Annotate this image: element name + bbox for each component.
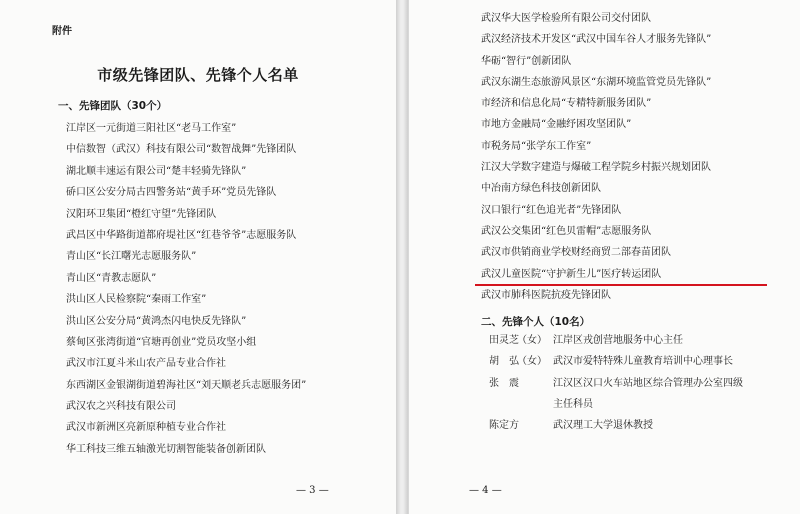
page-number: — 4 — bbox=[469, 485, 502, 496]
list-item: 武汉经济技术开发区“武汉中国车谷人才服务先锋队” bbox=[481, 34, 712, 46]
list-item: 中信数智（武汉）科技有限公司“数智战舞”先锋团队 bbox=[66, 144, 297, 156]
team-list-right bbox=[481, 8, 711, 306]
list-item: 华工科技三维五轴激光切割智能装备创新团队 bbox=[66, 443, 266, 455]
list-item: 武汉儿童医院“守护新生儿”医疗转运团队 bbox=[481, 268, 662, 280]
list-item: 洪山区人民检察院“秦雨工作室” bbox=[66, 294, 207, 306]
page-4 bbox=[408, 0, 800, 514]
person-gender: （女） bbox=[517, 335, 547, 346]
list-item: 华砺“智行”创新团队 bbox=[481, 55, 572, 67]
list-item: 汉阳环卫集团“橙红守望”先锋团队 bbox=[66, 208, 217, 220]
annex-label: 附件 bbox=[52, 26, 72, 37]
list-item: 蔡甸区张湾街道“官塘再创业”党员攻坚小组 bbox=[66, 336, 257, 348]
list-item: 汉口银行“红色追光者”先锋团队 bbox=[481, 204, 622, 216]
list-item: 湖北顺丰速运有限公司“楚丰轻骑先锋队” bbox=[66, 165, 247, 177]
person-name: 胡 弘 bbox=[489, 356, 519, 368]
list-item: 武汉市江夏斗米山农产品专业合作社 bbox=[66, 358, 226, 370]
page-number: — 3 — bbox=[296, 485, 329, 496]
list-item: 市地方金融局“金融纾困攻坚团队” bbox=[481, 119, 632, 131]
person-title: 江岸区戎创营地服务中心主任 bbox=[553, 335, 683, 346]
book-gutter bbox=[396, 0, 408, 514]
list-item-highlighted: 武汉市供销商业学校财经商贸二部春苗团队 bbox=[481, 247, 671, 259]
list-item: 武昌区中华路街道都府堤社区“红巷爷爷”志愿服务队 bbox=[66, 229, 297, 241]
person-title: 江汉区汉口火车站地区综合管理办公室四级 bbox=[553, 377, 743, 389]
team-list-left bbox=[66, 118, 306, 460]
list-item: 青山区“长江曙光志愿服务队” bbox=[66, 251, 197, 263]
list-item: 硚口区公安分局古四警务站“黄手环”党员先锋队 bbox=[66, 187, 277, 199]
person-title: 武汉市爱特特殊儿童教育培训中心理事长 bbox=[553, 356, 733, 368]
page-3 bbox=[0, 0, 397, 514]
list-item: 东西湖区金银湖街道碧海社区“刘天顺老兵志愿服务团” bbox=[66, 379, 307, 391]
list-item: 中冶南方绿色科技创新团队 bbox=[481, 183, 601, 195]
list-item: 青山区“青教志愿队” bbox=[66, 272, 157, 284]
person-name: 田灵芝 bbox=[489, 335, 519, 346]
list-item: 市经济和信息化局“专精特新服务团队” bbox=[481, 98, 652, 110]
person-title: 武汉理工大学退休教授 bbox=[553, 419, 653, 431]
list-item: 武汉市新洲区亮新原种植专业合作社 bbox=[66, 422, 226, 434]
list-item: 武汉东湖生态旅游风景区“东湖环境监管党员先锋队” bbox=[481, 76, 712, 88]
list-item: 武汉公交集团“红色贝雷帽”志愿服务队 bbox=[481, 225, 652, 237]
red-highlight-underline bbox=[475, 284, 767, 286]
person-title-continued: 主任科员 bbox=[553, 398, 593, 410]
person-name: 张 震 bbox=[489, 377, 519, 389]
list-item: 武汉农之兴科技有限公司 bbox=[66, 401, 176, 413]
section-heading-persons: 二、先锋个人（10名） bbox=[481, 316, 591, 328]
list-item: 武汉华大医学检验所有限公司交付团队 bbox=[481, 13, 651, 24]
list-item: 江汉大学数字建造与爆破工程学院乡村振兴规划团队 bbox=[481, 162, 711, 174]
list-item: 武汉市肺科医院抗疫先锋团队 bbox=[481, 289, 611, 301]
document-title: 市级先锋团队、先锋个人名单 bbox=[97, 66, 299, 84]
person-name: 陈定方 bbox=[489, 419, 519, 431]
person-gender: （女） bbox=[517, 356, 547, 368]
section-heading-teams: 一、先锋团队（30个） bbox=[58, 100, 168, 112]
list-item: 江岸区一元街道三阳社区“老马工作室” bbox=[66, 123, 237, 134]
list-item: 洪山区公安分局“黄鸿杰闪电快反先锋队” bbox=[66, 315, 247, 327]
list-item: 市税务局“张学东工作室” bbox=[481, 140, 592, 152]
